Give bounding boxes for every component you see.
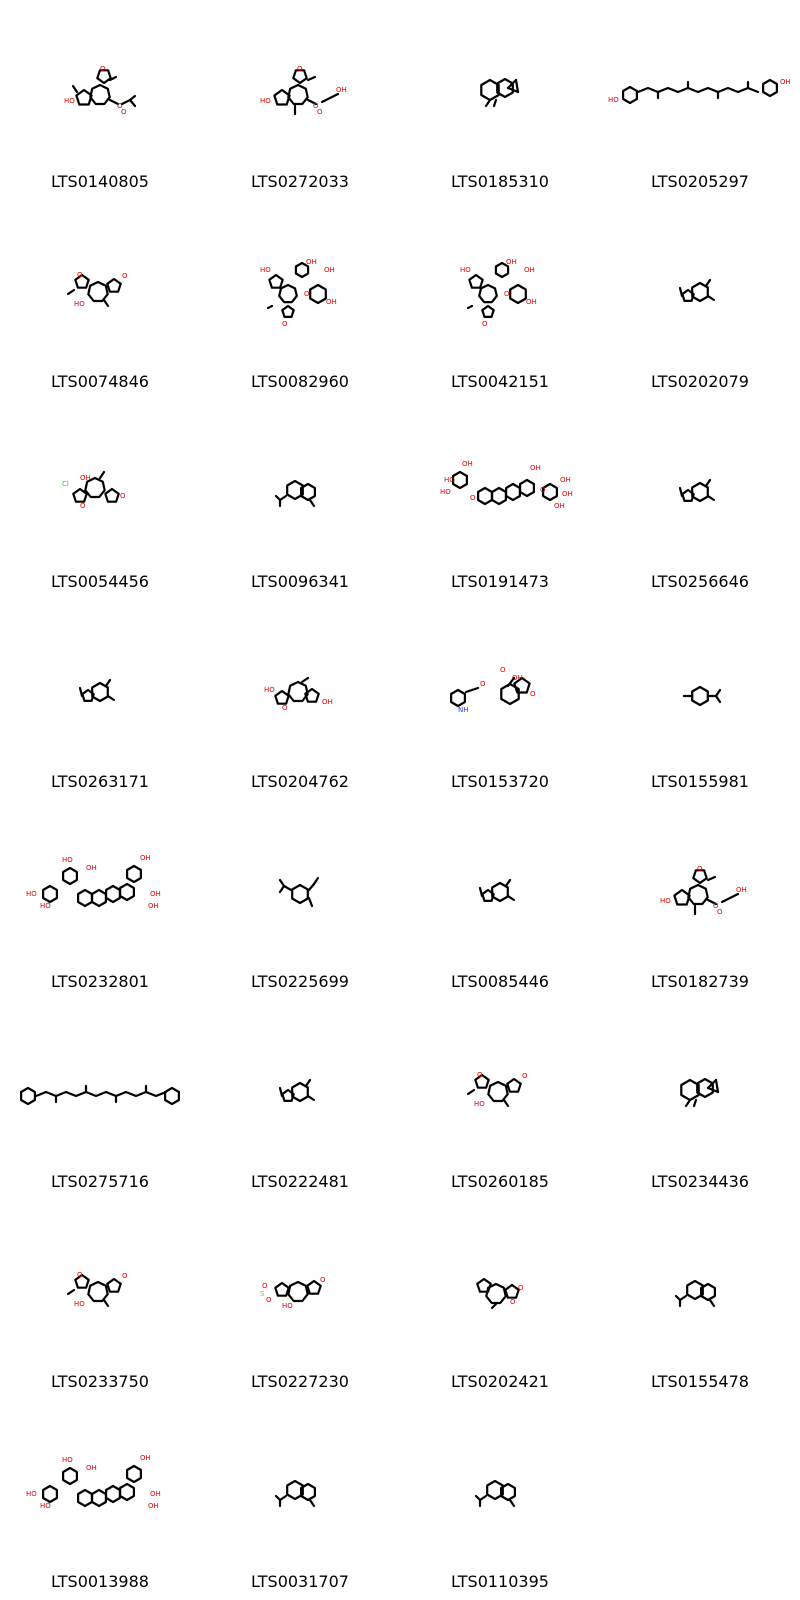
molecule-id-label: LTS0085446 bbox=[451, 972, 549, 991]
molecule-id-label: LTS0185310 bbox=[451, 172, 549, 191]
bond-line bbox=[88, 1282, 107, 1301]
atom-label: OH bbox=[326, 298, 337, 306]
molecule-structure bbox=[200, 600, 400, 800]
atom-label: HO bbox=[62, 1456, 73, 1464]
bond-line bbox=[63, 1468, 77, 1484]
molecule-structure bbox=[600, 600, 800, 800]
molecule-id-label: LTS0140805 bbox=[51, 172, 149, 191]
atom-label: O bbox=[320, 1276, 326, 1284]
atom-label: HO bbox=[64, 97, 75, 105]
atom-label: OH bbox=[530, 464, 541, 472]
bond-line bbox=[488, 1082, 507, 1101]
bond-line bbox=[680, 288, 682, 296]
atom-label: O bbox=[500, 666, 506, 674]
bond-line bbox=[280, 886, 284, 892]
bond-line bbox=[681, 1080, 698, 1100]
molecule-card bbox=[0, 1200, 200, 1400]
atom-label: O bbox=[717, 908, 723, 916]
molecule-card bbox=[600, 0, 800, 200]
bond-line bbox=[68, 1290, 74, 1294]
atom-label: HO bbox=[444, 476, 455, 484]
molecule-card bbox=[200, 1200, 400, 1400]
molecule-structure bbox=[400, 0, 600, 200]
molecule-card bbox=[400, 400, 600, 600]
bond-line bbox=[106, 680, 110, 686]
atom-label: O bbox=[304, 290, 310, 298]
bond-line bbox=[453, 472, 467, 488]
molecule-card bbox=[600, 1000, 800, 1200]
molecule-id-label: LTS0205297 bbox=[651, 172, 749, 191]
bond-line bbox=[478, 488, 492, 504]
molecule-id-label: LTS0031707 bbox=[251, 1572, 349, 1591]
bond-line bbox=[104, 1300, 108, 1306]
molecule-id-label: LTS0234436 bbox=[651, 1172, 749, 1191]
bond-line bbox=[708, 496, 714, 500]
bond-line bbox=[680, 488, 682, 496]
molecule-id-label: LTS0155478 bbox=[651, 1372, 749, 1391]
molecule-structure bbox=[0, 0, 200, 200]
molecule-structure bbox=[400, 600, 600, 800]
molecule-structure bbox=[200, 1200, 400, 1400]
molecule-id-label: LTS0202421 bbox=[451, 1372, 549, 1391]
atom-label: O bbox=[282, 704, 288, 712]
molecule-card bbox=[200, 0, 400, 200]
molecule-structure bbox=[200, 200, 400, 400]
molecule-id-label: LTS0275716 bbox=[51, 1172, 149, 1191]
bond-line bbox=[477, 1279, 490, 1292]
bond-line bbox=[708, 877, 715, 880]
molecule-structure bbox=[200, 1000, 400, 1200]
atom-label: O bbox=[120, 492, 126, 500]
atom-label: HO bbox=[660, 897, 671, 905]
molecule-structure bbox=[0, 400, 200, 600]
atom-label: HO bbox=[264, 686, 275, 694]
bond-line bbox=[510, 285, 526, 303]
molecule-card bbox=[400, 200, 600, 400]
molecule-structure bbox=[0, 800, 200, 1000]
atom-label: HO bbox=[74, 300, 85, 308]
bond-line bbox=[279, 285, 297, 302]
bond-line bbox=[722, 898, 730, 902]
atom-label: OH bbox=[150, 890, 161, 898]
bond-line bbox=[288, 682, 307, 701]
molecule-id-label: LTS0155981 bbox=[651, 772, 749, 791]
atom-label: OH bbox=[140, 854, 151, 862]
bond-line bbox=[468, 1090, 474, 1094]
molecule-structure bbox=[600, 400, 800, 600]
atom-label: O bbox=[77, 1271, 83, 1279]
atom-label: O bbox=[122, 272, 128, 280]
bond-line bbox=[288, 85, 307, 104]
atom-label: HO bbox=[62, 856, 73, 864]
bond-line bbox=[275, 691, 288, 704]
atom-label: OH bbox=[86, 864, 97, 872]
atom-label: HO bbox=[260, 266, 271, 274]
molecule-id-label: LTS0054456 bbox=[51, 572, 149, 591]
molecule-id-label: LTS0082960 bbox=[251, 372, 349, 391]
bond-line bbox=[106, 1486, 120, 1502]
molecule-id-label: LTS0227230 bbox=[251, 1372, 349, 1391]
molecule-card bbox=[600, 200, 800, 400]
bond-line bbox=[165, 1088, 179, 1104]
molecule-card bbox=[0, 400, 200, 600]
atom-label: OH bbox=[512, 674, 523, 682]
bond-line bbox=[694, 1100, 696, 1106]
bond-line bbox=[508, 896, 514, 900]
atom-label: OH bbox=[306, 258, 317, 266]
molecule-structure bbox=[600, 0, 800, 200]
bond-line bbox=[122, 100, 130, 104]
atom-label: HO bbox=[440, 488, 451, 496]
bond-line bbox=[708, 296, 714, 300]
molecule-id-label: LTS0153720 bbox=[451, 772, 549, 791]
atom-label: HO bbox=[40, 902, 51, 910]
molecule-card bbox=[0, 800, 200, 1000]
atom-label: OH bbox=[554, 502, 565, 510]
molecule-card bbox=[200, 1400, 400, 1600]
bond-line bbox=[510, 1500, 514, 1506]
atom-label: HO bbox=[282, 1302, 293, 1310]
atom-label: O bbox=[697, 865, 703, 873]
molecule-structure bbox=[400, 400, 600, 600]
molecule-card bbox=[200, 600, 400, 800]
atom-label: O bbox=[121, 108, 127, 116]
molecule-structure bbox=[600, 1200, 800, 1400]
molecule-id-label: LTS0222481 bbox=[251, 1172, 349, 1191]
molecule-card bbox=[200, 1000, 400, 1200]
molecule-card bbox=[200, 400, 400, 600]
bond-line bbox=[120, 1484, 134, 1500]
atom-label: O bbox=[80, 502, 86, 510]
bond-line bbox=[21, 1088, 35, 1104]
molecule-structure bbox=[200, 0, 400, 200]
molecule-id-label: LTS0013988 bbox=[51, 1572, 149, 1591]
bond-line bbox=[92, 890, 106, 906]
bond-line bbox=[120, 884, 134, 900]
atom-label: O bbox=[317, 108, 323, 116]
bond-line bbox=[105, 489, 118, 502]
molecule-structure bbox=[0, 1200, 200, 1400]
bond-line bbox=[108, 696, 114, 700]
molecule-id-label: LTS0096341 bbox=[251, 572, 349, 591]
atom-label: O bbox=[522, 1072, 528, 1080]
molecule-card bbox=[0, 1400, 200, 1600]
bond-line bbox=[269, 275, 282, 288]
bond-line bbox=[314, 878, 318, 884]
molecule-id-label: LTS0260185 bbox=[451, 1172, 549, 1191]
bond-line bbox=[78, 1490, 92, 1506]
bond-line bbox=[706, 480, 710, 486]
bond-line bbox=[623, 87, 637, 103]
atom-label: S bbox=[260, 1290, 265, 1298]
atom-label: O bbox=[77, 271, 83, 279]
bond-line bbox=[43, 886, 57, 902]
atom-label: HO bbox=[608, 96, 619, 104]
bond-line bbox=[688, 885, 707, 904]
molecule-structure bbox=[400, 200, 600, 400]
molecule-id-label: LTS0110395 bbox=[451, 1572, 549, 1591]
bond-line bbox=[638, 88, 758, 92]
atom-label: Cl bbox=[62, 480, 69, 488]
bond-line bbox=[310, 500, 314, 506]
molecule-structure bbox=[0, 1000, 200, 1200]
bond-line bbox=[88, 282, 107, 301]
atom-label: OH bbox=[560, 476, 571, 484]
bond-line bbox=[63, 868, 77, 884]
molecule-id-label: LTS0256646 bbox=[651, 572, 749, 591]
bond-line bbox=[100, 472, 104, 478]
bond-line bbox=[73, 86, 77, 92]
molecule-card bbox=[0, 1000, 200, 1200]
bond-line bbox=[322, 98, 330, 102]
atom-label: HO bbox=[40, 1502, 51, 1510]
atom-label: OH bbox=[148, 902, 159, 910]
molecule-structure bbox=[400, 800, 600, 1000]
molecule-card bbox=[400, 600, 600, 800]
atom-label: OH bbox=[150, 1490, 161, 1498]
bond-line bbox=[505, 1285, 518, 1298]
atom-label: O bbox=[713, 902, 719, 910]
atom-label: HO bbox=[260, 97, 271, 105]
bond-line bbox=[486, 100, 490, 106]
bond-line bbox=[106, 886, 120, 902]
bond-line bbox=[692, 687, 708, 705]
molecule-id-label: LTS0225699 bbox=[251, 972, 349, 991]
atom-label: OH bbox=[736, 886, 747, 894]
bond-line bbox=[710, 1300, 714, 1306]
bond-line bbox=[506, 880, 510, 886]
atom-label: O bbox=[482, 320, 488, 328]
molecule-id-label: LTS0202079 bbox=[651, 372, 749, 391]
atom-label: O bbox=[122, 1272, 128, 1280]
bond-line bbox=[282, 306, 293, 317]
bond-line bbox=[308, 1096, 314, 1100]
atom-label: O bbox=[470, 494, 476, 502]
bond-line bbox=[309, 884, 314, 890]
atom-label: OH bbox=[148, 1502, 159, 1510]
molecule-id-label: LTS0272033 bbox=[251, 172, 349, 191]
molecule-card bbox=[200, 800, 400, 1000]
bond-line bbox=[686, 1100, 690, 1106]
atom-label: O bbox=[530, 690, 536, 698]
bond-line bbox=[730, 894, 738, 898]
atom-label: HO bbox=[26, 1490, 37, 1498]
bond-line bbox=[284, 886, 291, 890]
molecule-structure bbox=[600, 1000, 800, 1200]
bond-line bbox=[90, 85, 109, 104]
bond-line bbox=[130, 100, 135, 106]
atom-label: OH bbox=[562, 490, 573, 498]
bond-line bbox=[482, 306, 493, 317]
molecule-card bbox=[0, 200, 200, 400]
bond-line bbox=[288, 1282, 307, 1301]
bond-line bbox=[330, 94, 338, 98]
atom-label: O bbox=[262, 1282, 268, 1290]
bond-line bbox=[306, 1080, 310, 1086]
molecule-id-label: LTS0191473 bbox=[451, 572, 549, 591]
molecule-card bbox=[400, 1400, 600, 1600]
molecule-id-label: LTS0263171 bbox=[51, 772, 149, 791]
atom-label: HO bbox=[74, 1300, 85, 1308]
atom-label: OH bbox=[506, 258, 517, 266]
molecule-card bbox=[400, 1000, 600, 1200]
bond-line bbox=[494, 100, 496, 106]
bond-line bbox=[92, 1490, 106, 1506]
atom-label: O bbox=[100, 65, 106, 73]
bond-line bbox=[479, 285, 497, 302]
bond-line bbox=[310, 1500, 314, 1506]
molecule-structure bbox=[0, 600, 200, 800]
atom-label: O bbox=[510, 1298, 516, 1306]
bond-line bbox=[80, 688, 82, 696]
bond-line bbox=[520, 480, 534, 496]
molecule-structure bbox=[400, 1400, 600, 1600]
molecule-structure bbox=[400, 1000, 600, 1200]
molecule-card bbox=[0, 600, 200, 800]
bond-line bbox=[468, 306, 472, 308]
molecule-id-label: LTS0233750 bbox=[51, 1372, 149, 1391]
bond-line bbox=[466, 688, 478, 692]
bond-line bbox=[307, 1281, 320, 1294]
bond-line bbox=[43, 1486, 57, 1502]
molecule-card bbox=[600, 1200, 800, 1400]
atom-label: OH bbox=[80, 474, 91, 482]
bond-line bbox=[492, 488, 506, 504]
bond-line bbox=[451, 690, 465, 706]
bond-line bbox=[716, 696, 720, 702]
bond-line bbox=[107, 279, 120, 292]
atom-label: OH bbox=[140, 1454, 151, 1462]
atom-label: O bbox=[282, 320, 288, 328]
bond-line bbox=[68, 290, 74, 294]
atom-label: OH bbox=[336, 86, 347, 94]
bond-line bbox=[480, 888, 482, 896]
bond-line bbox=[275, 1283, 288, 1296]
molecule-id-label: LTS0182739 bbox=[651, 972, 749, 991]
bond-line bbox=[706, 280, 710, 286]
molecule-structure bbox=[0, 200, 200, 400]
molecule-card bbox=[600, 800, 800, 1000]
atom-label: O bbox=[313, 102, 319, 110]
atom-label: O bbox=[266, 1296, 272, 1304]
molecule-card bbox=[400, 800, 600, 1000]
bond-line bbox=[292, 885, 308, 903]
bond-line bbox=[302, 678, 308, 682]
molecule-structure bbox=[200, 400, 400, 600]
molecule-structure bbox=[600, 800, 800, 1000]
atom-label: HO bbox=[474, 1100, 485, 1108]
bond-line bbox=[309, 898, 312, 906]
atom-label: O bbox=[297, 65, 303, 73]
bond-line bbox=[268, 306, 272, 308]
molecule-card bbox=[600, 600, 800, 800]
atom-label: OH bbox=[462, 460, 473, 468]
bond-line bbox=[310, 285, 326, 303]
molecule-card bbox=[600, 400, 800, 600]
atom-label: OH bbox=[524, 266, 535, 274]
bond-line bbox=[469, 275, 482, 288]
molecule-structure bbox=[400, 1200, 600, 1400]
atom-label: O bbox=[540, 486, 546, 494]
atom-label: HO bbox=[460, 266, 471, 274]
atom-label: O bbox=[480, 680, 486, 688]
atom-label: HO bbox=[26, 890, 37, 898]
atom-label: OH bbox=[86, 1464, 97, 1472]
atom-label: O bbox=[117, 102, 123, 110]
molecule-card bbox=[0, 0, 200, 200]
molecule-id-label: LTS0042151 bbox=[451, 372, 549, 391]
bond-line bbox=[104, 300, 108, 306]
bond-line bbox=[280, 1088, 282, 1096]
bond-line bbox=[127, 1466, 141, 1482]
atom-label: O bbox=[477, 1071, 483, 1079]
molecule-card bbox=[400, 1200, 600, 1400]
bond-line bbox=[481, 80, 498, 100]
bond-line bbox=[107, 1279, 120, 1292]
molecule-card bbox=[200, 200, 400, 400]
molecule-card bbox=[400, 0, 600, 200]
atom-label: OH bbox=[322, 698, 333, 706]
atom-label: OH bbox=[324, 266, 335, 274]
atom-label: NH bbox=[458, 706, 469, 714]
bond-line bbox=[78, 890, 92, 906]
atom-label: O bbox=[518, 1284, 524, 1292]
bond-line bbox=[492, 1304, 496, 1308]
molecule-id-label: LTS0204762 bbox=[251, 772, 349, 791]
molecule-structure bbox=[200, 1400, 400, 1600]
molecule-id-label: LTS0232801 bbox=[51, 972, 149, 991]
molecule-structure bbox=[600, 200, 800, 400]
atom-label: OH bbox=[780, 78, 791, 86]
bond-line bbox=[507, 1079, 520, 1092]
bond-line bbox=[504, 1100, 508, 1106]
atom-label: O bbox=[504, 290, 510, 298]
atom-label: OH bbox=[526, 298, 537, 306]
bond-line bbox=[127, 866, 141, 882]
bond-line bbox=[763, 80, 777, 96]
bond-line bbox=[308, 77, 315, 80]
molecule-structure bbox=[0, 1400, 200, 1600]
molecule-structure bbox=[200, 800, 400, 1000]
bond-line bbox=[506, 484, 520, 500]
molecule-id-label: LTS0074846 bbox=[51, 372, 149, 391]
